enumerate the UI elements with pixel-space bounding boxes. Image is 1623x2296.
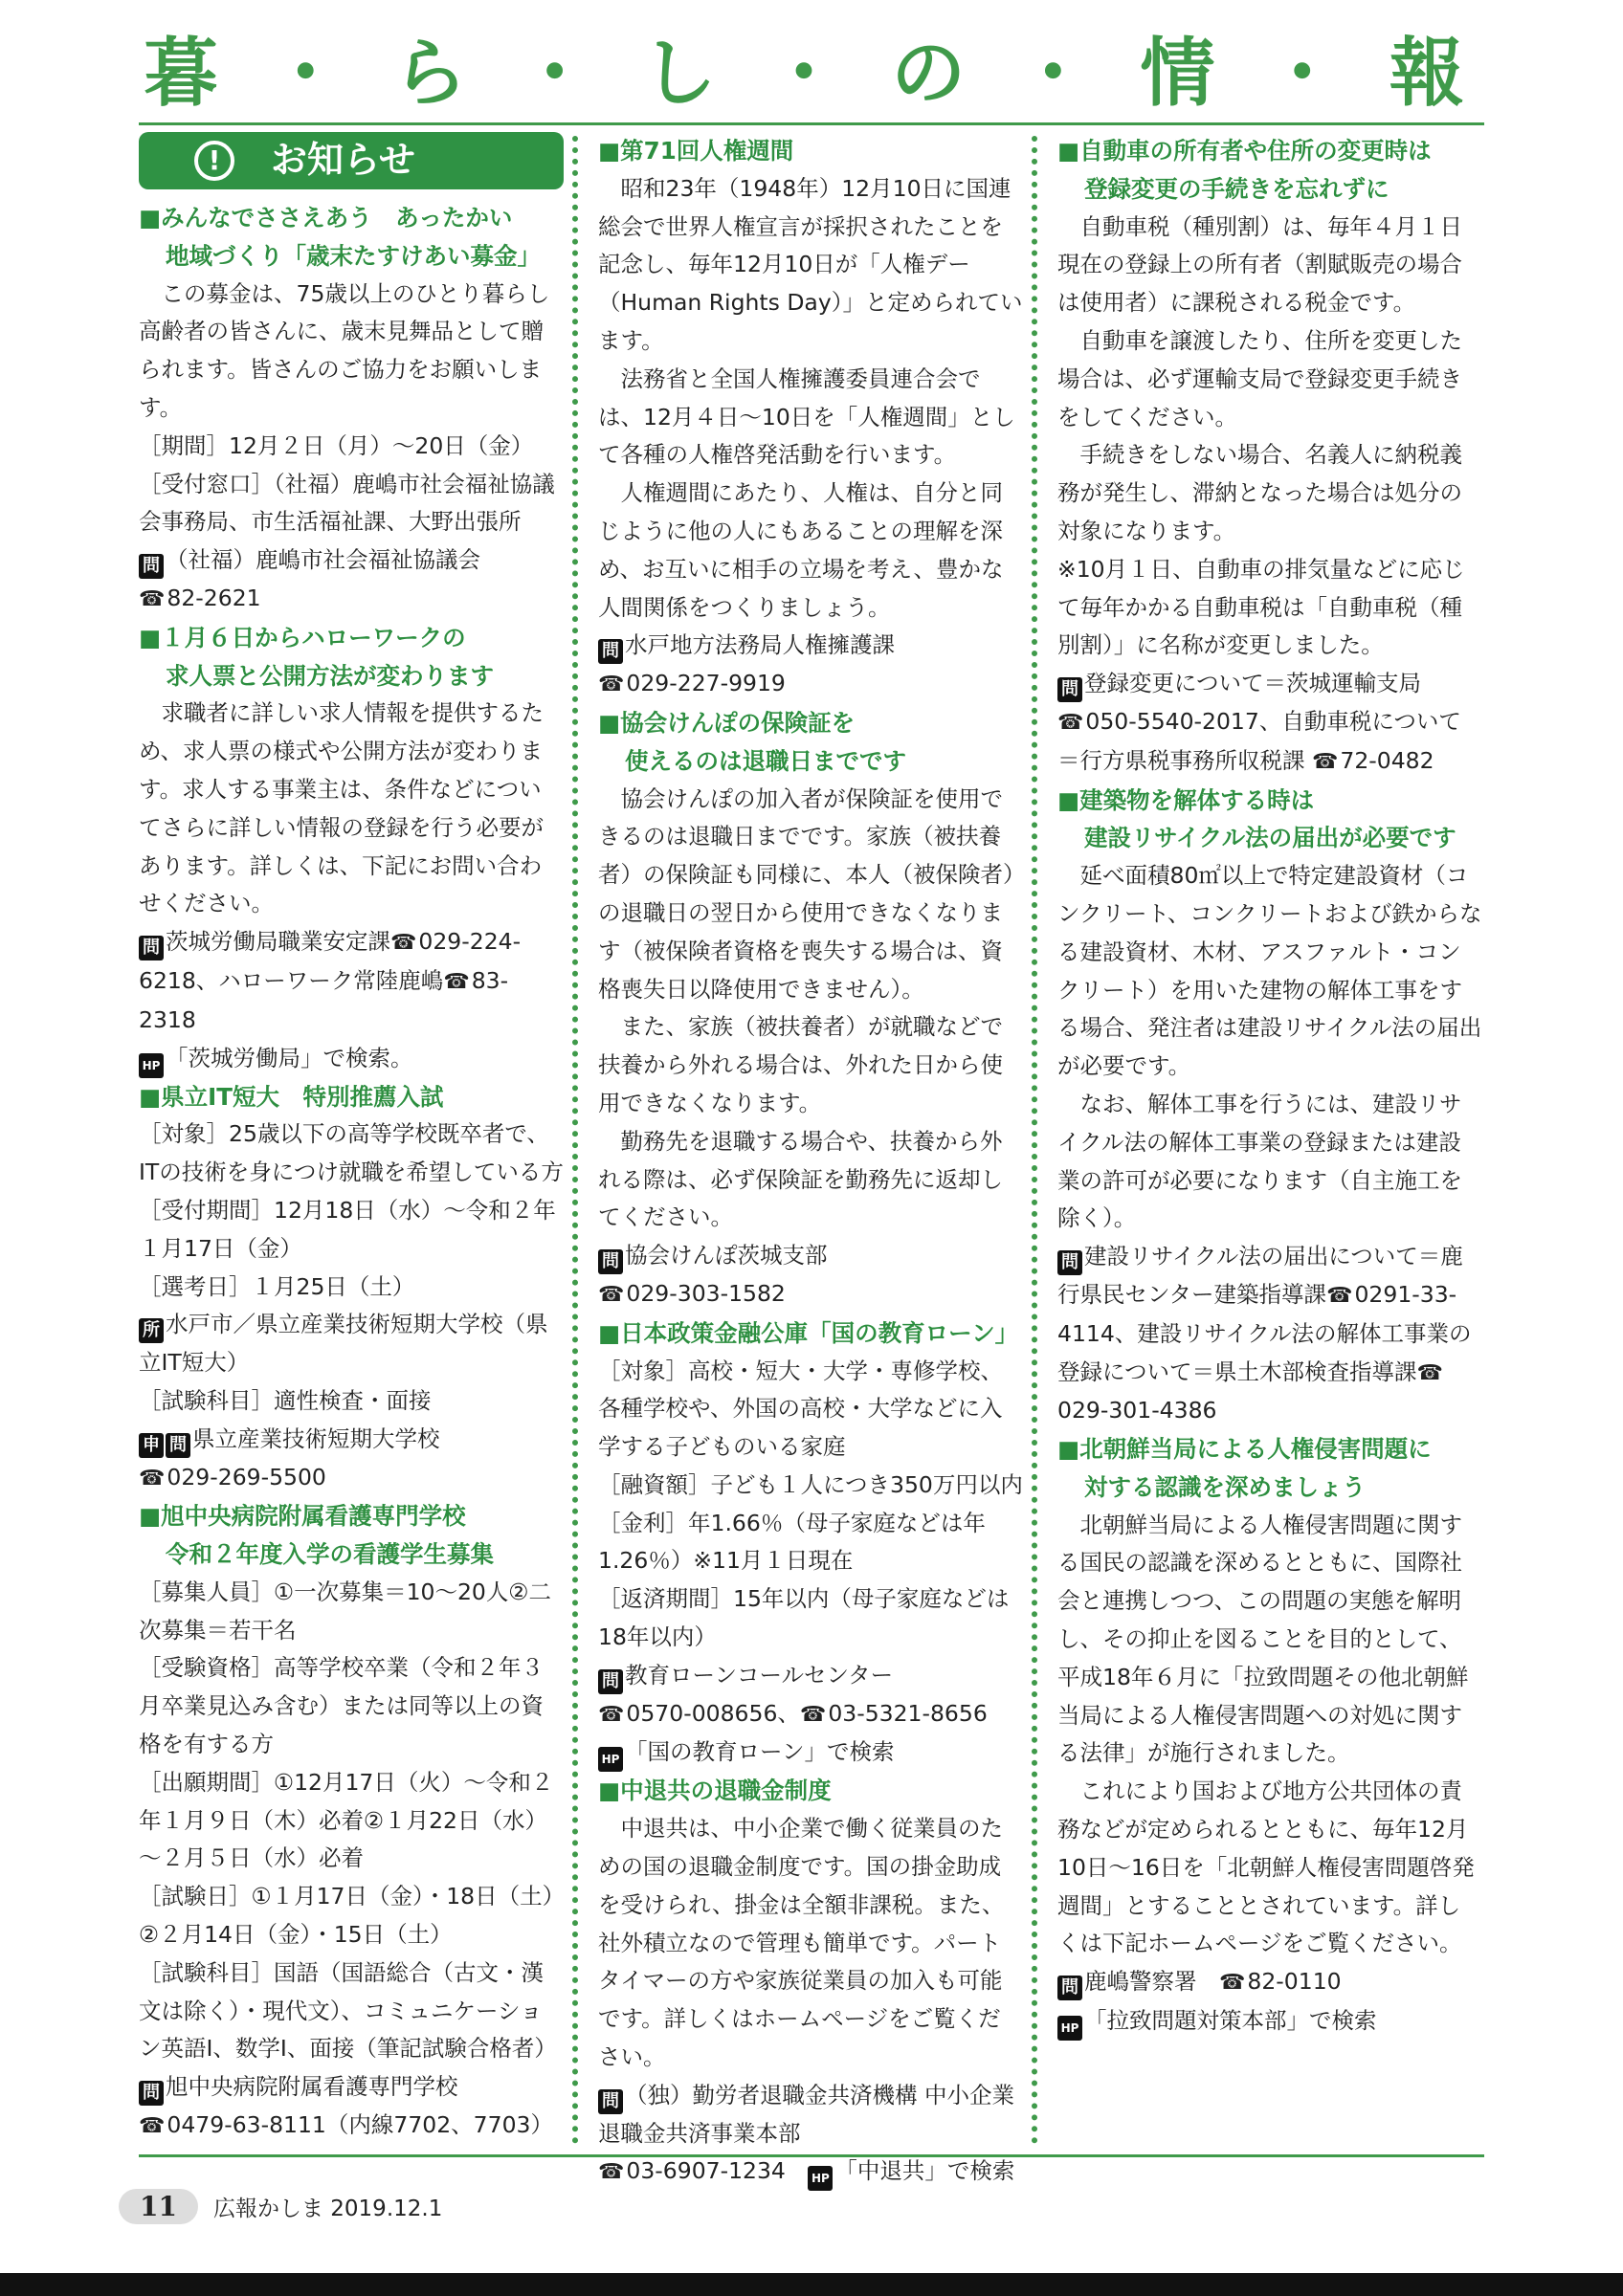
tel-line: ☎029-303-1582 <box>598 1275 1023 1314</box>
homepage-icon: HP <box>1057 2016 1082 2041</box>
tel-line: ☎82-2621 <box>139 580 564 619</box>
tel-line: ☎0570-008656、☎03-5321-8656 <box>598 1695 1023 1734</box>
article-body: 北朝鮮当局による人権侵害問題に関する国民の認識を深めるとともに、国際社会と連携しつつ、この問題の実態を解明し、その抑止を図ることを目的として、平成18年６月に「拉致問題その他北朝鮮当局による人権侵害問題への対処に関する法律」が施行されました。 <box>1057 1511 1469 1767</box>
phone-icon: ☎ <box>598 1282 625 1307</box>
inquiry-icon: 問 <box>139 2081 164 2106</box>
article-heading: ■県立IT短大 特別推薦入試 <box>139 1082 444 1111</box>
inquiry-icon: 問 <box>598 1249 623 1274</box>
phone-icon: ☎ <box>1219 1971 1246 1996</box>
tel-line: ☎029-227-9919 <box>598 665 1023 704</box>
article-detail: ［対象］高校・短大・大学・専修学校、各種学校や、外国の高校・大学などに入学する子どものいる家庭 <box>598 1357 1003 1461</box>
exclamation-icon: ! <box>194 141 234 181</box>
contact-line: 問 協会けんぽ茨城支部 <box>598 1237 1023 1275</box>
article-heading: 建設リサイクル法の届出が必要です <box>1084 824 1456 852</box>
article-heading: 登録変更の手続きを忘れずに <box>1084 174 1390 203</box>
article-detail: ［対象］25歳以下の高等学校既卒者で、ITの技術を身につけ就職を希望している方 <box>139 1120 564 1186</box>
article-detail: ［出願期間］①12月17日（火）～令和２年１月９日（木）必着②１月22日（水）～２月５日（水）必着 <box>139 1768 554 1872</box>
article-heading: ■第71回人権週間 <box>598 137 794 165</box>
article-note: ※10月１日、自動車の排気量などに応じて毎年かかる自動車税は「自動車税（種別割）」に名称が変更しました。 <box>1057 555 1465 659</box>
place-icon: 所 <box>139 1318 164 1343</box>
homepage-icon: HP <box>139 1053 164 1078</box>
article-heading: ■中退共の退職金制度 <box>598 1777 832 1805</box>
phone-icon: ☎ <box>1311 749 1339 774</box>
article-detail: ［試験科目］国語（国語総合（古文・漢文は除く）・現代文）、コミュニケーション英語Ⅰ、数学Ⅰ、面接（筆記試験合格者） <box>139 1958 557 2063</box>
article-body: 手続きをしない場合、名義人に納税義務が発生し、滞納となった場合は処分の対象になります。 <box>1057 441 1462 544</box>
title-divider <box>139 122 1484 125</box>
article-heading: ■みんなでささえあう あったかい <box>139 204 513 232</box>
title-char: 暮 <box>144 31 219 117</box>
article-body: 延べ面積80㎡以上で特定建設資材（コンクリート、コンクリートおよび鉄からなる建設資材、木材、アスファルト・コンクリート）を用いた建物の解体工事をする場合、発注者は建設リサイクル法の届出が必要です。 <box>1057 862 1482 1080</box>
inquiry-icon: 問 <box>139 554 164 579</box>
page-title <box>144 31 1464 117</box>
inquiry-icon: 問 <box>1057 677 1082 702</box>
article-detail: ［受験資格］高等学校卒業（令和２年３月卒業見込み含む）または同等以上の資格を有する方 <box>139 1654 544 1758</box>
contact-line: 問 鹿嶋警察署 ☎82-0110 <box>1057 1963 1482 2002</box>
contact-line: 問 水戸地方法務局人権擁護課 <box>598 627 1023 665</box>
phone-icon: ☎ <box>1416 1360 1443 1385</box>
page-footer <box>119 2189 442 2224</box>
inquiry-icon: 問 <box>598 1669 623 1694</box>
notice-banner <box>139 132 564 189</box>
homepage-line: HP 「拉致問題対策本部」で検索 <box>1057 2002 1482 2041</box>
article-body: 勤務先を退職する場合や、扶養から外れる際は、必ず保険証を勤務先に返却してください。 <box>598 1127 1003 1231</box>
article-detail: ［募集人員］①一次募集＝10～20人②二次募集＝若干名 <box>139 1578 551 1644</box>
phone-icon: ☎ <box>1057 710 1084 735</box>
column-2 <box>598 132 1023 2192</box>
phone-icon: ☎ <box>390 931 417 956</box>
article-detail: ［選考日］１月25日（土） <box>139 1272 415 1300</box>
tel-line: ☎0479-63-8111（内線7702、7703） <box>139 2107 564 2146</box>
article-body: 自動車を譲渡したり、住所を変更した場合は、必ず運輸支局で登録変更手続きをしてください。 <box>1057 326 1462 430</box>
title-char: ・ <box>517 31 592 117</box>
article-heading: 令和２年度入学の看護学生募集 <box>166 1540 494 1569</box>
article-heading: ■建築物を解体する時は <box>1057 785 1315 814</box>
contact-line: 問 登録変更について＝茨城運輸支局 <box>1057 665 1482 703</box>
article-detail: ［期間］12月２日（月）～20日（金） <box>139 431 534 459</box>
title-char: ・ <box>1015 31 1091 117</box>
article-body: 人権週間にあたり、人権は、自分と同じように他の人にもあることの理解を深め、お互いに相手の立場を考え、豊かな人間関係をつくりましょう。 <box>598 479 1004 621</box>
inquiry-icon: 問 <box>1057 1976 1082 2000</box>
article-heading: 地域づくり「歳末たすけあい募金」 <box>166 241 541 270</box>
title-char: ・ <box>766 31 841 117</box>
phone-icon: ☎ <box>598 1702 625 1727</box>
homepage-icon: HP <box>808 2166 833 2191</box>
article-detail: ［試験科目］適性検査・面接 <box>139 1386 432 1414</box>
homepage-line: HP 「茨城労働局」で検索。 <box>139 1040 564 1078</box>
scan-edge <box>0 2273 1623 2296</box>
title-char: の <box>891 31 967 117</box>
title-char: ら <box>392 31 468 117</box>
title-char: し <box>641 31 717 117</box>
phone-icon: ☎ <box>598 2160 625 2185</box>
article-body: 自動車税（種別割）は、毎年４月１日現在の登録上の所有者（割賦販売の場合は使用者）に課税される税金です。 <box>1057 212 1462 317</box>
article-body: また、家族（被扶養者）が就職などで扶養から外れる場合は、外れた日から使用できなくなります。 <box>598 1013 1003 1116</box>
phone-icon: ☎ <box>443 969 470 994</box>
article-detail: ［試験日］①１月17日（金）・18日（土）②２月14日（金）・15日（土） <box>139 1883 554 1949</box>
notice-banner-label: お知らせ <box>271 139 415 182</box>
inquiry-icon: 問 <box>166 1433 190 1458</box>
contact-line: 問 （社福）鹿嶋市社会福祉協議会 <box>139 541 564 580</box>
contact-line: 問 茨城労働局職業安定課☎029-224-6218、ハローワーク常陸鹿嶋☎83-2318 <box>139 923 564 1039</box>
publication-name: 広報かしま 2019.12.1 <box>212 2197 443 2221</box>
article-heading: 求人票と公開方法が変わります <box>166 661 494 690</box>
article-body: これにより国および地方公共団体の責務などが定められるとともに、毎年12月10日～16日を「北朝鮮人権侵害問題啓発週間」とすることとされています。詳しくは下記ホームページをご覧ください。 <box>1057 1777 1475 1957</box>
article-detail: ［受付期間］12月18日（水）～令和２年１月17日（金） <box>139 1196 556 1262</box>
article-body: 求職者に詳しい求人情報を提供するため、求人票の様式や公開方法が変わります。求人する事業主は、条件などについてさらに詳しい情報の登録を行う必要があります。詳しくは、下記にお問い合わせください。 <box>139 699 544 917</box>
phone-icon: ☎ <box>139 2114 166 2139</box>
inquiry-icon: 問 <box>139 936 164 960</box>
column-divider <box>1032 136 1037 2145</box>
place-line: 所 水戸市／県立産業技術短期大学校（県立IT短大） <box>139 1311 548 1377</box>
article-heading: ■協会けんぽの保険証を <box>598 708 856 737</box>
phone-icon: ☎ <box>139 1466 166 1490</box>
tel-line: ☎029-269-5500 <box>139 1459 564 1498</box>
phone-icon: ☎ <box>598 673 625 697</box>
article-detail: ［受付窓口］（社福）鹿嶋市社会福祉協議会事務局、市生活福祉課、大野出張所 <box>139 470 555 536</box>
tel-line: ☎050-5540-2017、自動車税について＝行方県税事務所収税課 ☎72-0482 <box>1057 703 1482 782</box>
homepage-line: HP 「国の教育ローン」で検索 <box>598 1733 1023 1772</box>
article-body: 中退共は、中小企業で働く従業員のための国の退職金制度です。国の掛金助成を受けられ、掛金は全額非課税。また、社外積立なので管理も簡単です。パートタイマーの方や家族従業員の加入も可能です。詳しくはホームページをご覧ください。 <box>598 1815 1005 2071</box>
article-body: 昭和23年（1948年）12月10日に国連総会で世界人権宣言が採択されたことを記念し、毎年12月10日が「人権デー（Human Rights Day）」と定められています。 <box>598 174 1023 354</box>
column-divider <box>572 136 578 2145</box>
contact-line: 申 問 県立産業技術短期大学校 <box>139 1421 564 1459</box>
article-detail: ［返済期間］15年以内（母子家庭などは18年以内） <box>598 1585 1010 1651</box>
article-heading: ■日本政策金融公庫「国の教育ローン」 <box>598 1318 1019 1347</box>
article-heading: 使えるのは退職日までです <box>625 746 906 775</box>
article-heading: 対する認識を深めましょう <box>1084 1472 1366 1501</box>
article-heading: ■北朝鮮当局による人権侵害問題に <box>1057 1435 1432 1464</box>
phone-icon: ☎ <box>799 1702 827 1727</box>
page-number: 11 <box>119 2189 198 2224</box>
article-body: 法務省と全国人権擁護委員連合会では、12月４日～10日を「人権週間」として各種の人権啓発活動を行います。 <box>598 364 1015 469</box>
phone-icon: ☎ <box>139 586 166 611</box>
title-char: 情 <box>1140 31 1215 117</box>
footer-divider <box>139 2154 1484 2157</box>
contact-line: 問 旭中央病院附属看護専門学校 <box>139 2068 564 2107</box>
article-heading: ■１月６日からハローワークの <box>139 623 466 651</box>
article-heading: ■旭中央病院附属看護専門学校 <box>139 1502 466 1531</box>
article-detail: ［融資額］子ども１人につき350万円以内 <box>598 1470 1023 1498</box>
article-heading: ■自動車の所有者や住所の変更時は <box>1057 137 1432 165</box>
title-char: ・ <box>268 31 344 117</box>
article-body: この募金は、75歳以上のひとり暮らし高齢者の皆さんに、歳末見舞品として贈られます。皆さんのご協力をお願いします。 <box>139 279 550 421</box>
title-char: ・ <box>1264 31 1340 117</box>
column-3 <box>1057 132 1482 2041</box>
tel-line: ☎03-6907-1234 HP 「中退共」で検索 <box>598 2152 1023 2192</box>
contact-line: 問 建設リサイクル法の届出について＝鹿行県民センター建築指導課☎0291-33-4114、建設リサイクル法の解体工事業の登録について＝県土木部検査指導課☎029-301-4386 <box>1057 1243 1472 1424</box>
inquiry-icon: 問 <box>598 2089 623 2114</box>
column-1 <box>139 132 564 2146</box>
article-detail: ［金利］年1.66％（母子家庭などは年1.26％）※11月１日現在 <box>598 1509 986 1575</box>
homepage-icon: HP <box>598 1747 623 1772</box>
article-body: 協会けんぽの加入者が保険証を使用できるのは退職日までです。家族（被扶養者）の保険証も同様に、本人（被保険者）の退職日の翌日から使用できなくなります（被保険者資格を喪失する場合は、資格喪失日以降使用できません）。 <box>598 784 1014 1003</box>
title-char: 報 <box>1389 31 1464 117</box>
contact-line: 問 （独）勤労者退職金共済機構 中小企業退職金共済事業本部 <box>598 2081 1014 2147</box>
contact-line: 問 教育ローンコールセンター <box>598 1657 1023 1695</box>
inquiry-icon: 問 <box>1057 1250 1082 1275</box>
apply-icon: 申 <box>139 1433 164 1458</box>
phone-icon: ☎ <box>1326 1283 1353 1308</box>
inquiry-icon: 問 <box>598 639 623 664</box>
article-body: なお、解体工事を行うには、建設リサイクル法の解体工事業の登録または建設業の許可が必要になります（自主施工を除く）。 <box>1057 1090 1462 1232</box>
